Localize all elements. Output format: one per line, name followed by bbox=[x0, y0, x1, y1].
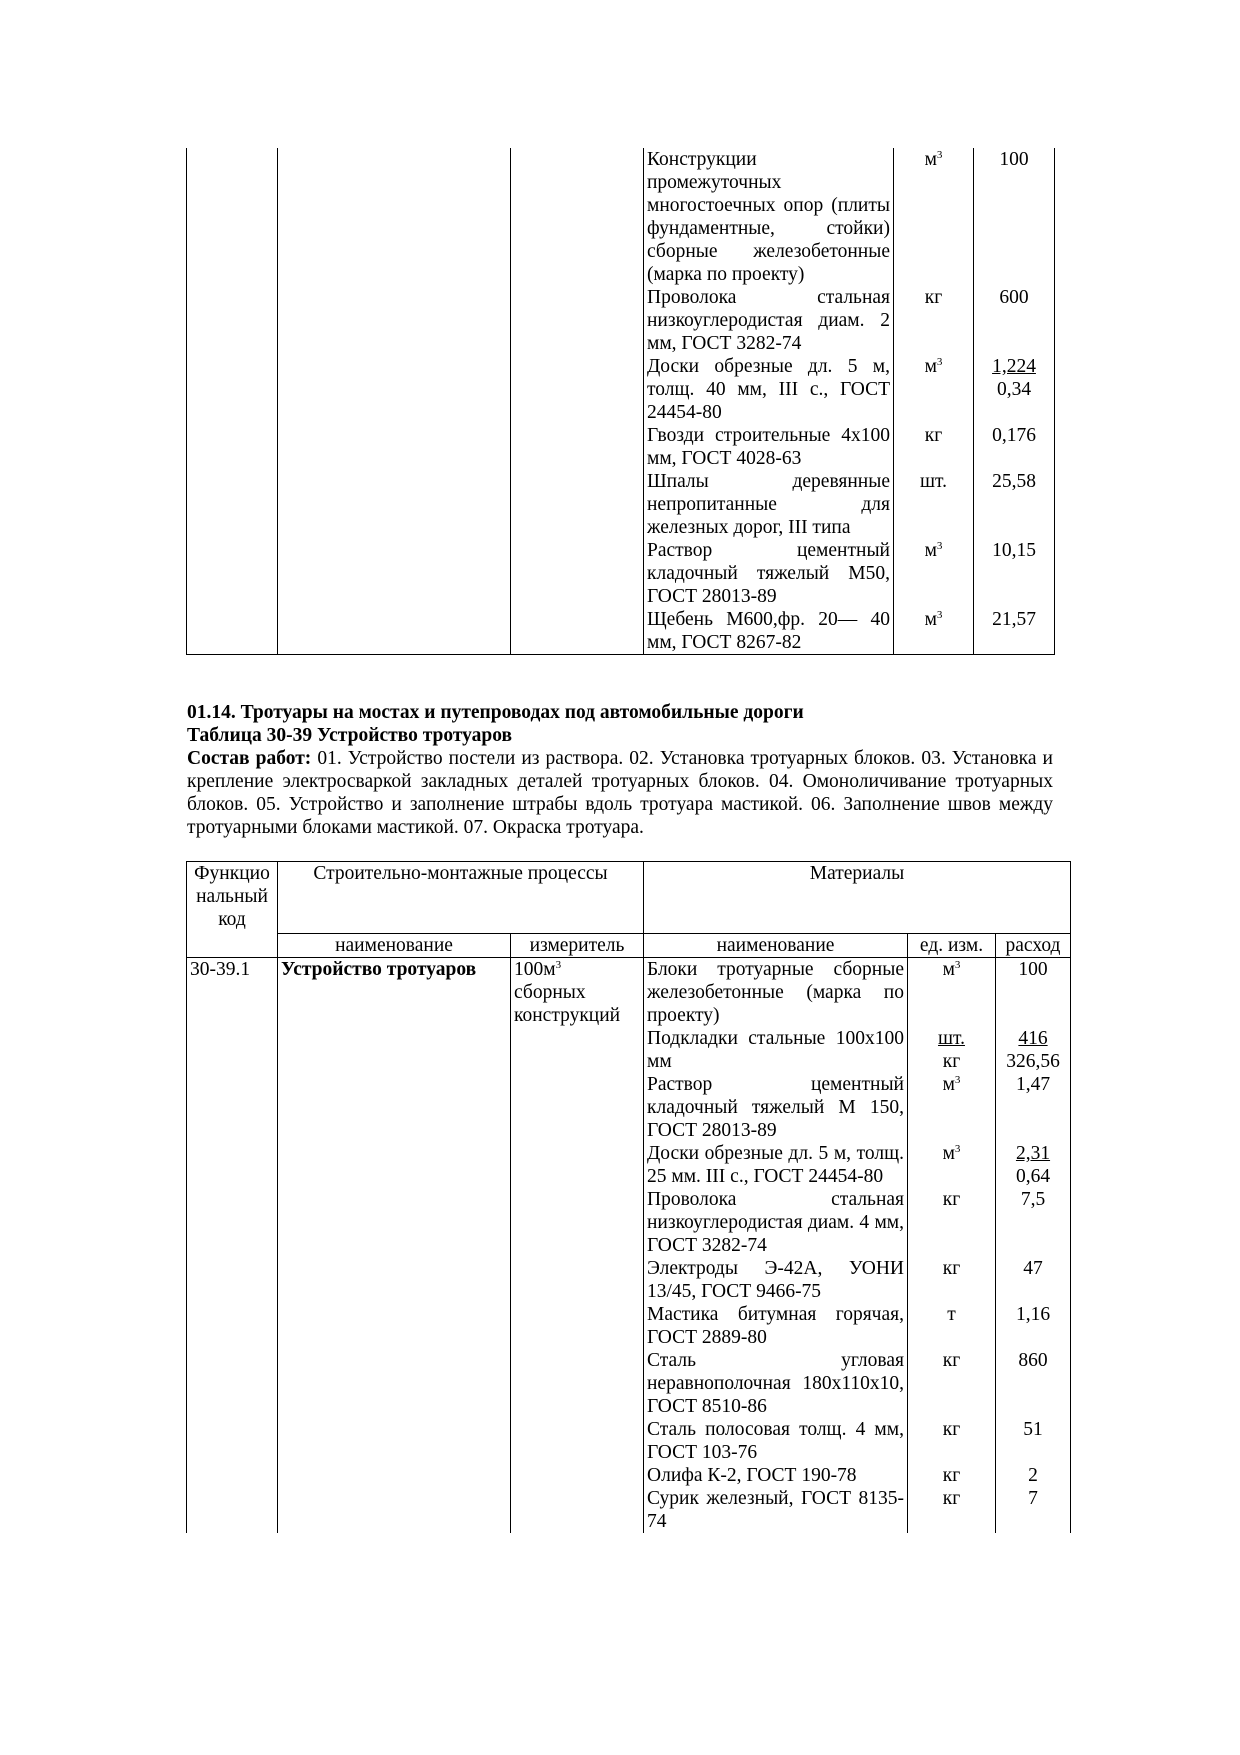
table-row bbox=[187, 148, 1055, 286]
amount-value: 1,224 bbox=[992, 356, 1036, 377]
empty-cell bbox=[187, 608, 278, 655]
material-unit bbox=[911, 1464, 992, 1487]
material-unit bbox=[911, 1418, 992, 1464]
material-name: Олифа К-2, ГОСТ 190-78 bbox=[647, 1465, 857, 1486]
material-units-cell bbox=[908, 958, 996, 1534]
unit-superscript: 3 bbox=[954, 1074, 961, 1086]
table-row bbox=[187, 539, 1055, 608]
unit-text: кг bbox=[942, 1051, 961, 1072]
unit-superscript: 3 bbox=[936, 609, 943, 621]
amount-value: 416 bbox=[1018, 1028, 1048, 1049]
material-amount bbox=[974, 424, 1055, 470]
material-amount bbox=[974, 355, 1055, 424]
unit-text: шт. bbox=[938, 1028, 965, 1049]
empty-cell bbox=[278, 148, 511, 286]
material-unit bbox=[894, 608, 974, 655]
unit-superscript: 3 bbox=[936, 356, 943, 368]
header-material-unit: ед. изм. bbox=[908, 934, 996, 958]
header-material-name: наименование bbox=[644, 934, 908, 958]
material-name: Мастика битумная горячая, ГОСТ 2889-80 bbox=[647, 1304, 904, 1348]
material-amount bbox=[974, 539, 1055, 608]
material-name bbox=[644, 608, 894, 655]
unit-text: $м^3$ bbox=[942, 1143, 961, 1164]
table-row bbox=[187, 286, 1055, 355]
work-composition-label: Состав работ: bbox=[187, 748, 312, 769]
material-unit bbox=[894, 148, 974, 286]
material-unit bbox=[911, 1303, 992, 1349]
unit-text: м bbox=[924, 149, 937, 170]
header-process-name: наименование bbox=[278, 934, 511, 958]
material-name-text: Раствор цементный кладочный тяжелый М50, ГОСТ 28013-89 bbox=[647, 540, 890, 607]
amount-value: 1,16 bbox=[1015, 1304, 1051, 1325]
amount-value: 100 bbox=[999, 149, 1029, 170]
process-name-cell: Устройство тротуаров bbox=[278, 958, 511, 1534]
empty-cell bbox=[278, 470, 511, 539]
material-unit bbox=[911, 1257, 992, 1303]
material-name: Сталь полосовая толщ. 4 мм, ГОСТ 103-76 bbox=[647, 1419, 904, 1463]
func-code-cell: 30-39.1 bbox=[187, 958, 278, 1534]
material-name-text: Щебень М600,фр. 20— 40 мм, ГОСТ 8267-82 bbox=[647, 609, 890, 653]
unit-superscript: 3 bbox=[936, 540, 943, 552]
empty-cell bbox=[278, 424, 511, 470]
unit-text: м bbox=[924, 609, 937, 630]
empty-cell bbox=[187, 470, 278, 539]
material-unit bbox=[911, 1142, 992, 1188]
empty-cell bbox=[187, 355, 278, 424]
amount-value: 860 bbox=[1018, 1350, 1048, 1371]
empty-cell bbox=[511, 470, 644, 539]
material-amount bbox=[999, 1188, 1067, 1257]
material-name bbox=[644, 539, 894, 608]
material-name: Доски обрезные дл. 5 м, толщ. 25 мм. III с., ГОСТ 24454-80 bbox=[647, 1143, 904, 1187]
table-row bbox=[187, 355, 1055, 424]
material-amount bbox=[999, 1349, 1067, 1418]
amount-value: 0,176 bbox=[992, 425, 1036, 446]
header-material-amount: расход bbox=[996, 934, 1071, 958]
material-names-cell bbox=[644, 958, 908, 1534]
material-name bbox=[644, 424, 894, 470]
material-amount bbox=[999, 1418, 1067, 1464]
material-amount bbox=[999, 1487, 1067, 1533]
material-unit bbox=[911, 1487, 992, 1533]
amount-value: 21,57 bbox=[992, 609, 1036, 630]
header-func-code: Функцио нальный код bbox=[187, 862, 278, 958]
amount-value: 600 bbox=[999, 287, 1029, 308]
material-amount bbox=[999, 1142, 1067, 1188]
table-row bbox=[187, 608, 1055, 655]
material-unit bbox=[894, 355, 974, 424]
material-unit bbox=[911, 1073, 992, 1142]
header-processes: Строительно-монтажные процессы bbox=[278, 862, 644, 934]
material-amount bbox=[999, 1464, 1067, 1487]
empty-cell bbox=[511, 355, 644, 424]
table-row bbox=[187, 470, 1055, 539]
material-name: Сталь угловая неравнополочная 180x110x10, ГОСТ 8510-86 bbox=[647, 1350, 904, 1417]
material-name: Проволока стальная низкоуглеродистая диам. 4 мм, ГОСТ 3282-74 bbox=[647, 1189, 904, 1256]
empty-cell bbox=[187, 424, 278, 470]
table-row bbox=[187, 424, 1055, 470]
unit-text: кг bbox=[942, 1488, 961, 1509]
unit-text: м bbox=[924, 540, 937, 561]
empty-cell bbox=[278, 355, 511, 424]
material-amount bbox=[999, 1073, 1067, 1142]
material-amount bbox=[999, 958, 1067, 1027]
empty-cell bbox=[511, 424, 644, 470]
empty-cell bbox=[511, 539, 644, 608]
material-name: Сурик железный, ГОСТ 8135-74 bbox=[647, 1488, 904, 1532]
empty-cell bbox=[187, 286, 278, 355]
process-meter-cell bbox=[511, 958, 644, 1534]
unit-text: кг bbox=[942, 1465, 961, 1486]
empty-cell bbox=[278, 539, 511, 608]
material-name: Электроды Э-42А, УОНИ 13/45, ГОСТ 9466-75 bbox=[647, 1258, 904, 1302]
amount-value: 326,56 bbox=[1006, 1051, 1060, 1072]
unit-text: т bbox=[947, 1304, 956, 1325]
amount-value: 2 bbox=[1028, 1465, 1038, 1486]
unit-text: шт. bbox=[920, 471, 947, 492]
empty-cell bbox=[187, 148, 278, 286]
header-materials: Материалы bbox=[644, 862, 1071, 934]
unit-text: $м^3$ bbox=[942, 959, 961, 980]
empty-cell bbox=[511, 608, 644, 655]
material-unit bbox=[894, 470, 974, 539]
material-name bbox=[644, 286, 894, 355]
material-amount bbox=[974, 148, 1055, 286]
material-unit bbox=[911, 1188, 992, 1257]
amount-value: 7,5 bbox=[1020, 1189, 1046, 1210]
amount-value: 47 bbox=[1023, 1258, 1043, 1279]
material-amount bbox=[974, 286, 1055, 355]
meter-description: сборных конструкций bbox=[514, 982, 621, 1026]
empty-cell bbox=[511, 286, 644, 355]
unit-text: кг bbox=[924, 287, 943, 308]
header-process-meter: измеритель bbox=[511, 934, 644, 958]
table-title: Таблица 30-39 Устройство тротуаров bbox=[187, 725, 513, 746]
material-unit bbox=[911, 1349, 992, 1418]
amount-value: 2,31 bbox=[1015, 1143, 1051, 1164]
unit-superscript: 3 bbox=[936, 149, 943, 161]
material-name bbox=[644, 355, 894, 424]
amount-value: 1,47 bbox=[1015, 1074, 1051, 1095]
material-name: Блоки тротуарные сборные железобетонные (марка по проекту) bbox=[647, 959, 904, 1026]
material-name-text: Гвозди строительные 4x100 мм, ГОСТ 4028-63 bbox=[647, 425, 890, 469]
unit-text: $м^3$ bbox=[942, 1074, 961, 1095]
amount-value: 25,58 bbox=[992, 471, 1036, 492]
empty-cell bbox=[187, 539, 278, 608]
work-composition bbox=[187, 747, 1053, 839]
material-name: Раствор цементный кладочный тяжелый М 150, ГОСТ 28013-89 bbox=[647, 1074, 904, 1141]
material-name bbox=[644, 148, 894, 286]
amount-value: 10,15 bbox=[992, 540, 1036, 561]
material-name-text: Доски обрезные дл. 5 м, толщ. 40 мм, III с., ГОСТ 24454-80 bbox=[647, 356, 890, 423]
empty-cell bbox=[278, 286, 511, 355]
meter-superscript: 3 bbox=[555, 959, 562, 971]
empty-cell bbox=[511, 148, 644, 286]
amount-value: 7 bbox=[1028, 1488, 1038, 1509]
material-unit bbox=[894, 539, 974, 608]
material-amount bbox=[974, 470, 1055, 539]
amount-value: 0,64 bbox=[1015, 1166, 1051, 1187]
unit-text: м bbox=[924, 356, 937, 377]
material-name-text: Конструкции промежуточных многостоечных опор (плиты фундаментные, стойки) сборные железобетонные (марка по проекту) bbox=[647, 149, 890, 285]
amount-value: 51 bbox=[1023, 1419, 1043, 1440]
unit-text: кг bbox=[942, 1189, 961, 1210]
material-amount bbox=[999, 1303, 1067, 1349]
material-amounts-cell bbox=[996, 958, 1071, 1534]
amount-value: 0,34 bbox=[996, 379, 1032, 400]
unit-superscript: 3 bbox=[954, 1143, 961, 1155]
section-intro bbox=[187, 701, 1053, 839]
unit-text: кг bbox=[924, 425, 943, 446]
sidewalk-table bbox=[186, 861, 1071, 1533]
amount-value: 100 bbox=[1018, 959, 1048, 980]
material-unit bbox=[911, 1027, 992, 1073]
unit-text: кг bbox=[942, 1258, 961, 1279]
unit-superscript: 3 bbox=[954, 959, 961, 971]
material-name-text: Проволока стальная низкоуглеродистая диам. 2 мм, ГОСТ 3282-74 bbox=[647, 287, 890, 354]
unit-text: кг bbox=[942, 1350, 961, 1371]
section-heading: 01.14. Тротуары на мостах и путепроводах под автомобильные дороги bbox=[187, 702, 804, 723]
material-name-text: Шпалы деревянные непропитанные для железных дорог, III типа bbox=[647, 471, 890, 538]
material-unit bbox=[911, 958, 992, 1027]
material-name: Подкладки стальные 100x100 мм bbox=[647, 1028, 904, 1072]
meter-value: 100м bbox=[514, 959, 556, 980]
work-composition-text: 01. Устройство постели из раствора. 02. Установка тротуарных блоков. 03. Установка и крепление электросваркой закладных деталей тротуарных блоков. 04. Омоноличивание тротуарных блоков. 05. Устройство и заполнение штрабы вдоль тротуара мастикой. 06. Заполнение швов между тротуарными блоками мастикой. 07. Окраска тротуара. bbox=[187, 748, 1053, 838]
materials-table-continued bbox=[186, 148, 1055, 655]
material-amount bbox=[974, 608, 1055, 655]
material-amount bbox=[999, 1027, 1067, 1073]
material-amount bbox=[999, 1257, 1067, 1303]
material-unit bbox=[894, 286, 974, 355]
empty-cell bbox=[278, 608, 511, 655]
material-unit bbox=[894, 424, 974, 470]
material-name bbox=[644, 470, 894, 539]
unit-text: кг bbox=[942, 1419, 961, 1440]
